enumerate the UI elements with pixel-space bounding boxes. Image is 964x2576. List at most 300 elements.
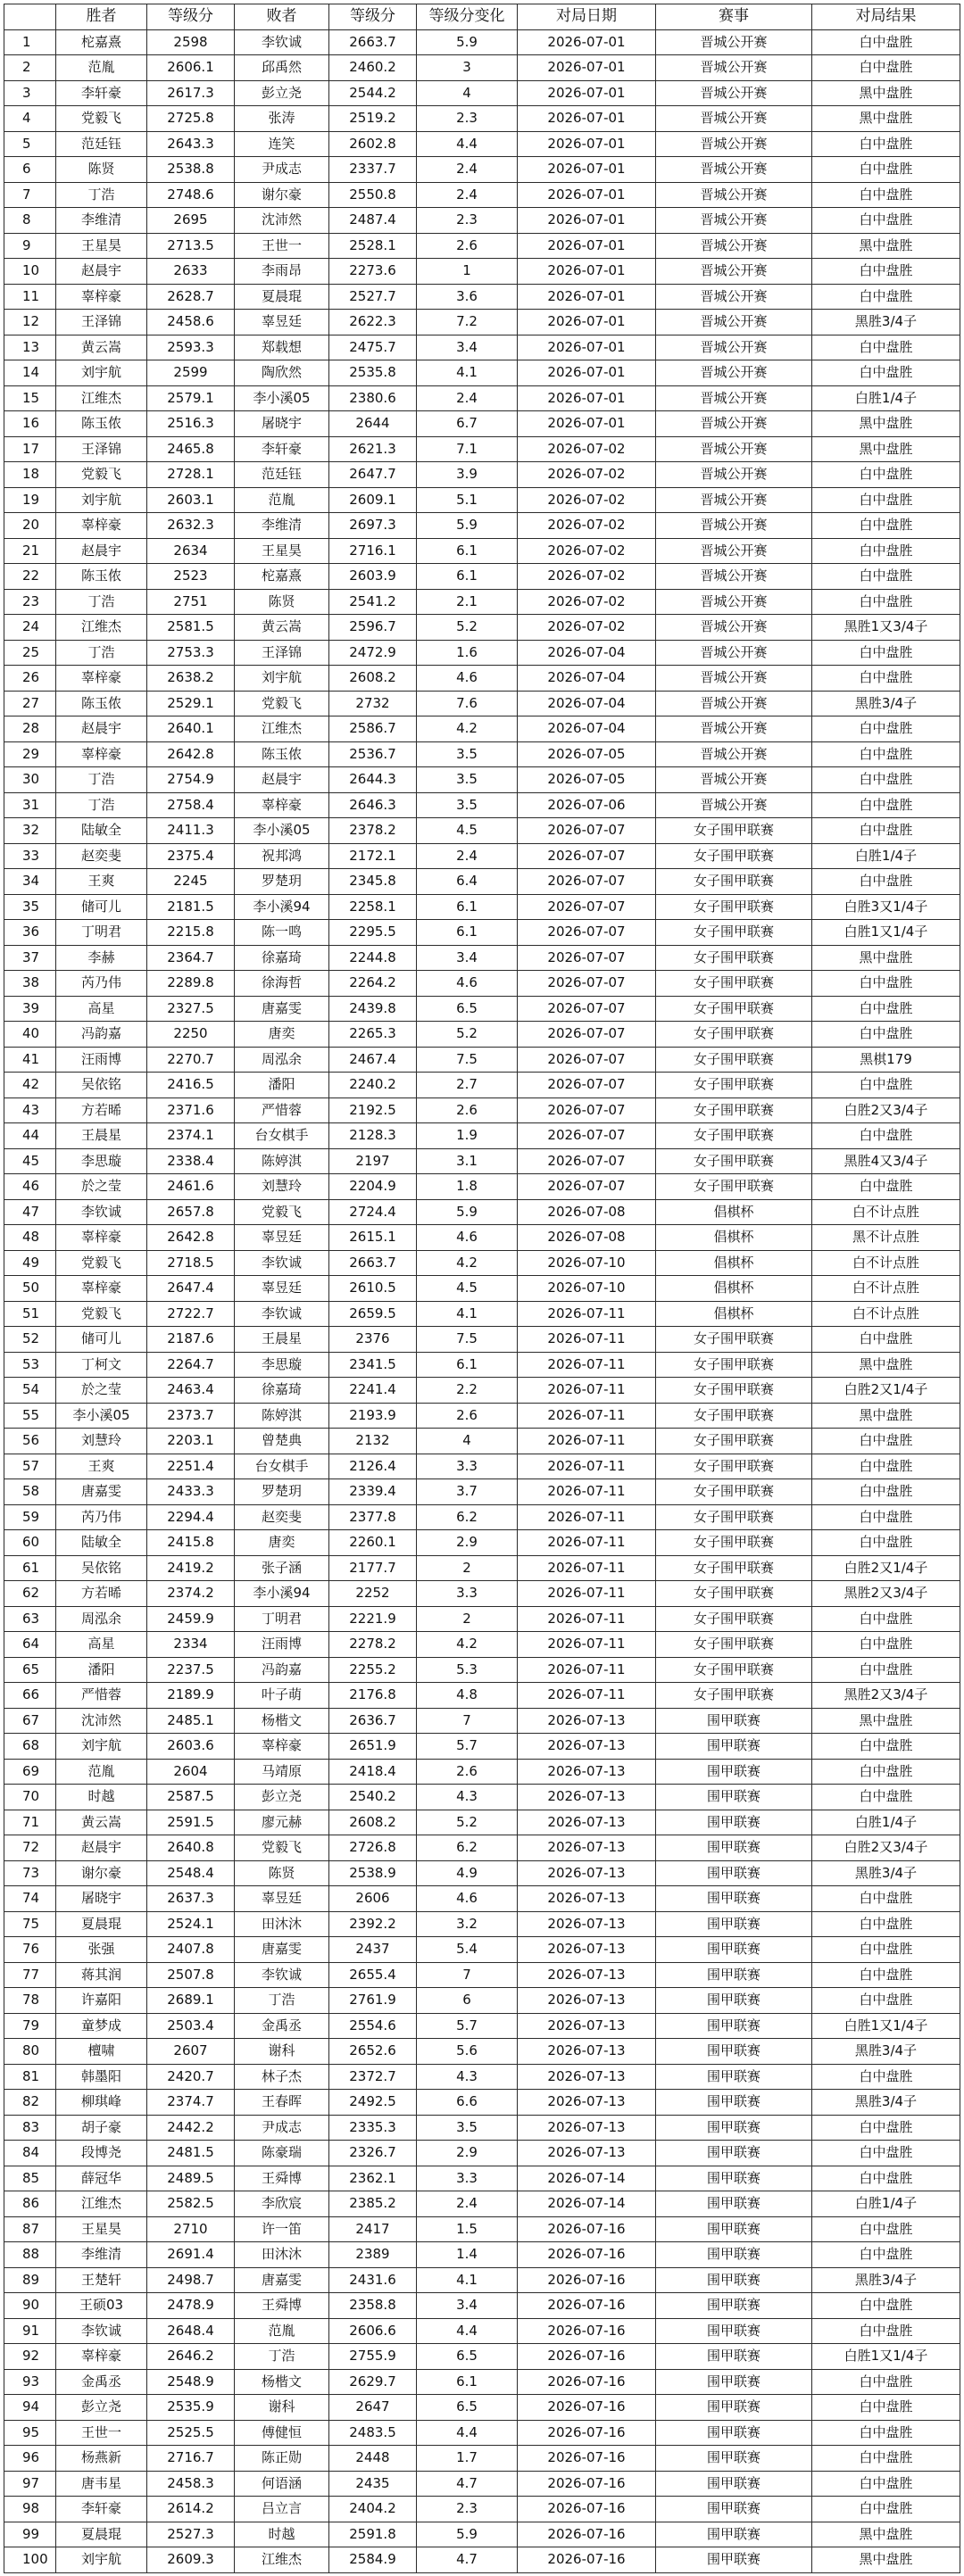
event-name: 晋城公开赛	[656, 310, 812, 335]
table-row	[4, 1937, 960, 1963]
game-date: 2026-07-11	[518, 1378, 656, 1404]
table-row	[4, 1860, 960, 1886]
loser-rating: 2264.2	[329, 971, 417, 997]
winner-name: 丁明君	[56, 920, 147, 946]
row-index: 49	[4, 1250, 56, 1276]
loser-rating: 2755.9	[329, 2344, 417, 2370]
loser-rating: 2460.2	[329, 55, 417, 81]
winner-name: 丁柯文	[56, 1352, 147, 1378]
table-row	[4, 1047, 960, 1073]
row-index: 67	[4, 1708, 56, 1734]
winner-name: 方若晞	[56, 1581, 147, 1607]
winner-rating: 2181.5	[147, 894, 235, 920]
loser-name: 马靖原	[235, 1759, 329, 1785]
game-result: 白胜1/4子	[812, 843, 960, 869]
winner-name: 辜梓豪	[56, 2344, 147, 2370]
event-name: 晋城公开赛	[656, 157, 812, 183]
game-result: 白不计点胜	[812, 1250, 960, 1276]
game-result: 黑中盘胜	[812, 233, 960, 259]
loser-name: 谢科	[235, 2395, 329, 2421]
loser-rating: 2377.8	[329, 1504, 417, 1530]
game-result: 白中盘胜	[812, 1785, 960, 1810]
event-name: 女子围甲联赛	[656, 1403, 812, 1429]
game-result: 白中盘胜	[812, 284, 960, 310]
table-row	[4, 360, 960, 386]
event-name: 晋城公开赛	[656, 29, 812, 55]
row-index: 61	[4, 1555, 56, 1581]
row-index: 100	[4, 2547, 56, 2573]
loser-rating: 2629.7	[329, 2369, 417, 2395]
row-index: 14	[4, 360, 56, 386]
winner-name: 彭立尧	[56, 2395, 147, 2421]
winner-rating: 2203.1	[147, 1429, 235, 1454]
game-result: 白中盘胜	[812, 2166, 960, 2191]
winner-rating: 2373.7	[147, 1403, 235, 1429]
game-date: 2026-07-01	[518, 29, 656, 55]
game-result: 白中盘胜	[812, 2497, 960, 2522]
table-row	[4, 716, 960, 742]
game-date: 2026-07-13	[518, 2141, 656, 2166]
loser-name: 陈一鸣	[235, 920, 329, 946]
game-date: 2026-07-07	[518, 843, 656, 869]
loser-rating: 2724.4	[329, 1199, 417, 1225]
winner-rating: 2606.1	[147, 55, 235, 81]
winner-rating: 2415.8	[147, 1530, 235, 1556]
rating-change: 2	[417, 1555, 518, 1581]
event-name: 晋城公开赛	[656, 589, 812, 615]
winner-rating: 2604	[147, 1759, 235, 1785]
game-date: 2026-07-13	[518, 1937, 656, 1963]
rating-change: 4.5	[417, 1276, 518, 1302]
event-name: 围甲联赛	[656, 2191, 812, 2217]
row-index: 60	[4, 1530, 56, 1556]
game-result: 白中盘胜	[812, 1937, 960, 1963]
loser-rating: 2240.2	[329, 1073, 417, 1098]
winner-rating: 2598	[147, 29, 235, 55]
loser-rating: 2487.4	[329, 208, 417, 234]
winner-name: 李轩豪	[56, 2497, 147, 2522]
winner-rating: 2640.8	[147, 1835, 235, 1861]
event-name: 晋城公开赛	[656, 385, 812, 411]
game-date: 2026-07-16	[518, 2395, 656, 2421]
game-result: 白中盘胜	[812, 2064, 960, 2090]
event-name: 围甲联赛	[656, 2267, 812, 2293]
game-result: 白中盘胜	[812, 1123, 960, 1149]
event-name: 女子围甲联赛	[656, 971, 812, 997]
row-index: 18	[4, 462, 56, 488]
loser-rating: 2609.1	[329, 487, 417, 513]
rating-change: 6.5	[417, 2395, 518, 2421]
game-date: 2026-07-11	[518, 1403, 656, 1429]
winner-name: 陈玉侬	[56, 411, 147, 437]
loser-name: 李钦诚	[235, 29, 329, 55]
winner-rating: 2718.5	[147, 1250, 235, 1276]
header-game-date: 对局日期	[518, 4, 656, 30]
game-date: 2026-07-16	[518, 2471, 656, 2497]
table-row	[4, 1886, 960, 1912]
loser-name: 辜昱廷	[235, 1886, 329, 1912]
loser-rating: 2608.2	[329, 666, 417, 692]
winner-rating: 2548.9	[147, 2369, 235, 2395]
loser-rating: 2697.3	[329, 513, 417, 539]
game-date: 2026-07-07	[518, 1047, 656, 1073]
rating-change: 3.3	[417, 1454, 518, 1479]
rating-change: 1.5	[417, 2216, 518, 2242]
rating-change: 5.3	[417, 1657, 518, 1683]
game-date: 2026-07-11	[518, 1632, 656, 1658]
winner-rating: 2374.2	[147, 1581, 235, 1607]
row-index: 55	[4, 1403, 56, 1429]
table-row	[4, 1632, 960, 1658]
game-result: 黑中盘胜	[812, 1708, 960, 1734]
rating-change: 5.1	[417, 487, 518, 513]
game-result: 白中盘胜	[812, 1174, 960, 1200]
loser-rating: 2177.7	[329, 1555, 417, 1581]
game-date: 2026-07-07	[518, 818, 656, 844]
winner-rating: 2648.4	[147, 2318, 235, 2344]
table-row	[4, 487, 960, 513]
game-result: 白中盘胜	[812, 589, 960, 615]
rating-change: 4	[417, 1429, 518, 1454]
table-row	[4, 2318, 960, 2344]
winner-name: 夏晨琨	[56, 2522, 147, 2547]
loser-name: 傅健恒	[235, 2420, 329, 2446]
game-result: 黑中盘胜	[812, 106, 960, 132]
table-row	[4, 2115, 960, 2141]
loser-rating: 2591.8	[329, 2522, 417, 2547]
game-date: 2026-07-02	[518, 436, 656, 462]
table-row	[4, 2216, 960, 2242]
rating-change: 6.5	[417, 996, 518, 1022]
rating-change: 7.2	[417, 310, 518, 335]
event-name: 围甲联赛	[656, 2547, 812, 2573]
game-date: 2026-07-13	[518, 1785, 656, 1810]
row-index: 58	[4, 1479, 56, 1505]
event-name: 女子围甲联赛	[656, 869, 812, 895]
game-date: 2026-07-16	[518, 2446, 656, 2472]
loser-rating: 2519.2	[329, 106, 417, 132]
winner-rating: 2250	[147, 1022, 235, 1048]
game-result: 白中盘胜	[812, 741, 960, 767]
winner-name: 李钦诚	[56, 2318, 147, 2344]
event-name: 女子围甲联赛	[656, 1022, 812, 1048]
game-result: 白中盘胜	[812, 666, 960, 692]
winner-name: 高星	[56, 996, 147, 1022]
game-date: 2026-07-07	[518, 920, 656, 946]
winner-name: 杨燕新	[56, 2446, 147, 2472]
event-name: 晋城公开赛	[656, 233, 812, 259]
event-name: 倡棋杯	[656, 1199, 812, 1225]
rating-change: 1.4	[417, 2242, 518, 2268]
table-row	[4, 971, 960, 997]
loser-name: 严惜蓉	[235, 1097, 329, 1123]
game-result: 白中盘胜	[812, 513, 960, 539]
winner-name: 刘慧玲	[56, 1429, 147, 1454]
loser-rating: 2544.2	[329, 80, 417, 106]
game-result: 白中盘胜	[812, 1327, 960, 1353]
loser-name: 唐奕	[235, 1530, 329, 1556]
game-date: 2026-07-01	[518, 284, 656, 310]
loser-rating: 2651.9	[329, 1734, 417, 1760]
event-name: 围甲联赛	[656, 1962, 812, 1988]
winner-name: 李维清	[56, 2242, 147, 2268]
table-row	[4, 1734, 960, 1760]
rating-change: 3.4	[417, 2293, 518, 2319]
loser-name: 田沐沐	[235, 2242, 329, 2268]
table-row	[4, 767, 960, 793]
row-index: 91	[4, 2318, 56, 2344]
game-date: 2026-07-07	[518, 996, 656, 1022]
event-name: 围甲联赛	[656, 2039, 812, 2065]
rating-change: 2.4	[417, 2191, 518, 2217]
game-result: 黑胜3/4子	[812, 2039, 960, 2065]
loser-rating: 2659.5	[329, 1301, 417, 1327]
rating-change: 4.6	[417, 1225, 518, 1251]
winner-rating: 2716.7	[147, 2446, 235, 2472]
event-name: 晋城公开赛	[656, 55, 812, 81]
loser-name: 金禹丞	[235, 2013, 329, 2039]
rating-change: 3.3	[417, 2166, 518, 2191]
rating-change: 3.5	[417, 767, 518, 793]
event-name: 女子围甲联赛	[656, 1073, 812, 1098]
event-name: 女子围甲联赛	[656, 1327, 812, 1353]
winner-rating: 2617.3	[147, 80, 235, 106]
winner-rating: 2420.7	[147, 2064, 235, 2090]
rating-change: 5.2	[417, 1022, 518, 1048]
rating-change: 2.1	[417, 589, 518, 615]
event-name: 女子围甲联赛	[656, 1632, 812, 1658]
loser-rating: 2260.1	[329, 1530, 417, 1556]
header-winner-rating: 等级分	[147, 4, 235, 30]
game-result: 白胜1又1/4子	[812, 920, 960, 946]
rating-change: 4.6	[417, 666, 518, 692]
winner-rating: 2587.5	[147, 1785, 235, 1810]
row-index: 20	[4, 513, 56, 539]
game-result: 白不计点胜	[812, 1276, 960, 1302]
winner-rating: 2458.3	[147, 2471, 235, 2497]
loser-name: 陶欣然	[235, 360, 329, 386]
winner-name: 薛冠华	[56, 2166, 147, 2191]
game-result: 黑中盘胜	[812, 411, 960, 437]
rating-change: 3.2	[417, 1911, 518, 1937]
winner-name: 陆敏全	[56, 818, 147, 844]
loser-name: 李钦诚	[235, 1250, 329, 1276]
winner-rating: 2527.3	[147, 2522, 235, 2547]
rating-change: 3.3	[417, 1581, 518, 1607]
loser-rating: 2663.7	[329, 29, 417, 55]
winner-name: 范胤	[56, 1759, 147, 1785]
winner-rating: 2728.1	[147, 462, 235, 488]
game-result: 白中盘胜	[812, 462, 960, 488]
winner-rating: 2478.9	[147, 2293, 235, 2319]
rating-change: 5.4	[417, 1937, 518, 1963]
winner-rating: 2485.1	[147, 1708, 235, 1734]
game-result: 黑中盘胜	[812, 1403, 960, 1429]
event-name: 晋城公开赛	[656, 615, 812, 641]
loser-rating: 2172.1	[329, 843, 417, 869]
row-index: 35	[4, 894, 56, 920]
rating-change: 7	[417, 1962, 518, 1988]
game-date: 2026-07-13	[518, 1886, 656, 1912]
winner-name: 储可儿	[56, 894, 147, 920]
game-date: 2026-07-01	[518, 55, 656, 81]
rating-change: 2.9	[417, 1530, 518, 1556]
rating-change: 6.2	[417, 1504, 518, 1530]
row-index: 59	[4, 1504, 56, 1530]
winner-name: 王星昊	[56, 2216, 147, 2242]
winner-name: 陈贤	[56, 157, 147, 183]
loser-name: 李钦诚	[235, 1301, 329, 1327]
winner-name: 辜梓豪	[56, 741, 147, 767]
table-row	[4, 869, 960, 895]
game-result: 白中盘胜	[812, 1479, 960, 1505]
rating-change: 4.3	[417, 2064, 518, 2090]
game-result: 黑中盘胜	[812, 2547, 960, 2573]
event-name: 晋城公开赛	[656, 80, 812, 106]
loser-name: 许一笛	[235, 2216, 329, 2242]
rating-change: 4.8	[417, 1683, 518, 1709]
game-date: 2026-07-16	[518, 2216, 656, 2242]
row-index: 70	[4, 1785, 56, 1810]
row-index: 1	[4, 29, 56, 55]
table-row	[4, 411, 960, 437]
game-date: 2026-07-16	[518, 2267, 656, 2293]
table-row	[4, 157, 960, 183]
event-name: 晋城公开赛	[656, 360, 812, 386]
rating-change: 6.1	[417, 538, 518, 564]
rating-change: 5.9	[417, 513, 518, 539]
winner-name: 严惜蓉	[56, 1683, 147, 1709]
winner-name: 黄云嵩	[56, 1810, 147, 1835]
table-row	[4, 1022, 960, 1048]
winner-rating: 2374.7	[147, 2090, 235, 2116]
table-row	[4, 284, 960, 310]
event-name: 女子围甲联赛	[656, 920, 812, 946]
rating-change: 6	[417, 1988, 518, 2014]
loser-rating: 2448	[329, 2446, 417, 2472]
rating-change: 7.6	[417, 691, 518, 716]
loser-name: 尹成志	[235, 2115, 329, 2141]
loser-name: 李钦诚	[235, 1962, 329, 1988]
row-index: 31	[4, 792, 56, 818]
game-date: 2026-07-11	[518, 1657, 656, 1683]
row-index: 8	[4, 208, 56, 234]
game-result: 白中盘胜	[812, 716, 960, 742]
rating-change: 2.3	[417, 2497, 518, 2522]
row-index: 99	[4, 2522, 56, 2547]
winner-name: 吴依铭	[56, 1555, 147, 1581]
winner-rating: 2524.1	[147, 1911, 235, 1937]
game-date: 2026-07-16	[518, 2318, 656, 2344]
loser-rating: 2278.2	[329, 1632, 417, 1658]
event-name: 女子围甲联赛	[656, 1657, 812, 1683]
loser-name: 徐嘉琦	[235, 1378, 329, 1404]
winner-name: 王硕03	[56, 2293, 147, 2319]
winner-name: 王晨星	[56, 1123, 147, 1149]
event-name: 女子围甲联赛	[656, 818, 812, 844]
game-date: 2026-07-04	[518, 691, 656, 716]
game-date: 2026-07-01	[518, 259, 656, 285]
winner-rating: 2753.3	[147, 640, 235, 666]
game-date: 2026-07-13	[518, 1860, 656, 1886]
game-date: 2026-07-02	[518, 513, 656, 539]
game-date: 2026-07-05	[518, 767, 656, 793]
table-row	[4, 1327, 960, 1353]
game-result: 白中盘胜	[812, 335, 960, 360]
loser-name: 沈沛然	[235, 208, 329, 234]
row-index: 45	[4, 1148, 56, 1174]
winner-rating: 2459.9	[147, 1606, 235, 1632]
game-date: 2026-07-13	[518, 1734, 656, 1760]
rating-change: 4	[417, 80, 518, 106]
rating-change: 3.4	[417, 335, 518, 360]
game-date: 2026-07-04	[518, 716, 656, 742]
table-row	[4, 2191, 960, 2217]
game-result: 白中盘胜	[812, 564, 960, 590]
game-result: 白胜2又3/4子	[812, 1835, 960, 1861]
game-date: 2026-07-07	[518, 971, 656, 997]
loser-rating: 2761.9	[329, 1988, 417, 2014]
row-index: 23	[4, 589, 56, 615]
event-name: 围甲联赛	[656, 2293, 812, 2319]
winner-name: 方若晞	[56, 1097, 147, 1123]
loser-name: 王泽锦	[235, 640, 329, 666]
loser-name: 王星昊	[235, 538, 329, 564]
row-index: 24	[4, 615, 56, 641]
loser-name: 潘阳	[235, 1073, 329, 1098]
game-date: 2026-07-07	[518, 1123, 656, 1149]
table-row	[4, 2166, 960, 2191]
rating-change: 6.6	[417, 2090, 518, 2116]
rating-change: 7.5	[417, 1047, 518, 1073]
event-name: 围甲联赛	[656, 2497, 812, 2522]
game-result: 黑胜3/4子	[812, 691, 960, 716]
game-date: 2026-07-11	[518, 1479, 656, 1505]
winner-rating: 2419.2	[147, 1555, 235, 1581]
winner-rating: 2463.4	[147, 1378, 235, 1404]
loser-rating: 2663.7	[329, 1250, 417, 1276]
winner-rating: 2548.4	[147, 1860, 235, 1886]
rating-change: 1	[417, 259, 518, 285]
game-result: 白不计点胜	[812, 1199, 960, 1225]
event-name: 女子围甲联赛	[656, 1097, 812, 1123]
row-index: 75	[4, 1911, 56, 1937]
winner-name: 辜梓豪	[56, 1276, 147, 1302]
game-date: 2026-07-04	[518, 640, 656, 666]
event-name: 围甲联赛	[656, 1937, 812, 1963]
event-name: 女子围甲联赛	[656, 1352, 812, 1378]
rating-change: 1.8	[417, 1174, 518, 1200]
game-date: 2026-07-11	[518, 1606, 656, 1632]
row-index: 73	[4, 1860, 56, 1886]
loser-name: 田沐沐	[235, 1911, 329, 1937]
loser-rating: 2596.7	[329, 615, 417, 641]
rating-change: 2.4	[417, 182, 518, 208]
game-date: 2026-07-07	[518, 1148, 656, 1174]
rating-change: 3.5	[417, 792, 518, 818]
table-row	[4, 80, 960, 106]
winner-rating: 2691.4	[147, 2242, 235, 2268]
table-row	[4, 1225, 960, 1251]
rating-change: 5.7	[417, 2013, 518, 2039]
event-name: 围甲联赛	[656, 2369, 812, 2395]
loser-name: 时越	[235, 2522, 329, 2547]
row-index: 97	[4, 2471, 56, 2497]
rating-change: 2.4	[417, 385, 518, 411]
winner-rating: 2603.6	[147, 1734, 235, 1760]
loser-name: 廖元赫	[235, 1810, 329, 1835]
event-name: 晋城公开赛	[656, 487, 812, 513]
